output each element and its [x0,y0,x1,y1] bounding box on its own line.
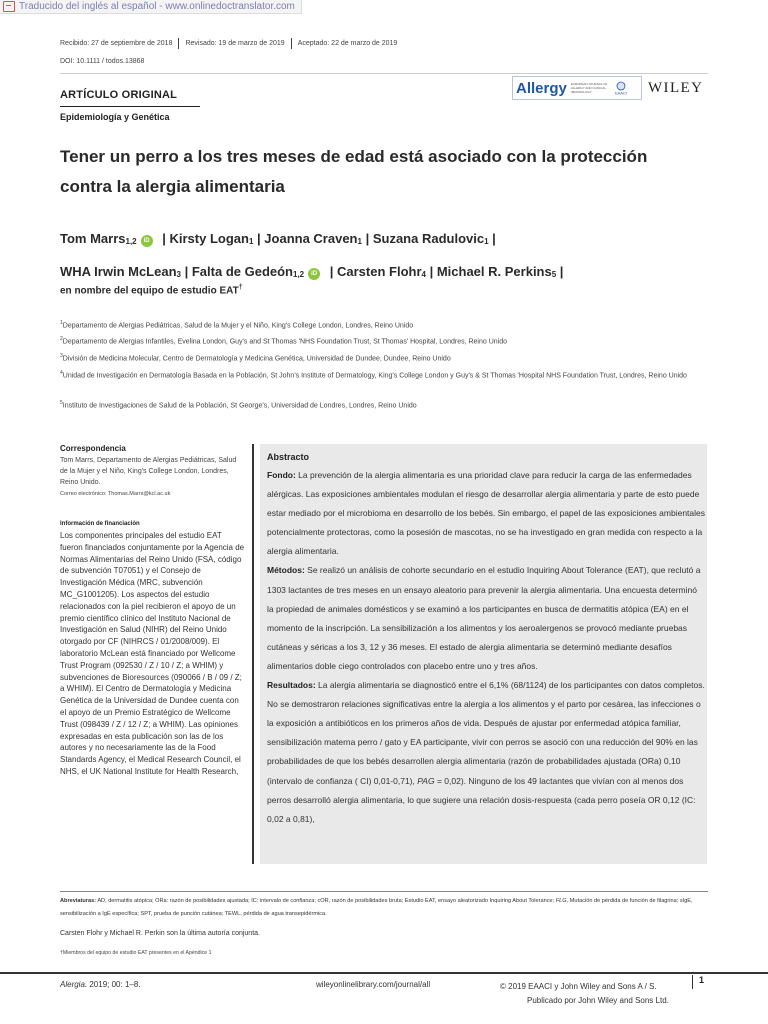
affiliation-text: Instituto de Investigaciones de Salud de la Población, St George's, Universidad de Londres, Londres, Reino Unido [62,402,417,410]
on-behalf-text: en nombre del equipo de estudio EAT [60,285,239,297]
background-label: Fondo: [267,470,296,480]
affiliation-number: 3 [60,353,63,359]
author-affiliation-number: 1 [357,237,362,246]
doi[interactable]: DOI: 10.1111 / todos.13868 [60,58,145,65]
author-affiliation-number: 5 [551,270,557,279]
revised-date: Revisado: 19 de marzo de 2019 [185,40,285,47]
divider [60,106,200,107]
copyright [500,980,669,1008]
results-text-continued: = 0,02). Ninguno de los 49 lactantes que vivían con al menos dos perros desarrolló alergia alimentaria, lo que sugiere una relación dosis-respuesta (cada perro poseía OR 0,12 (IC: 0,02 a 0,81), [267,775,696,824]
author-affiliation-number: 3 [176,270,181,279]
pag-label: PAG [417,775,435,786]
divider [60,73,708,74]
orcid-icon[interactable]: iD [308,268,320,280]
sidebar-column [60,444,245,778]
author-name: Tom Marrs [60,231,126,246]
copyright-text: © 2019 EAACI y John Wiley and Sons A / S. [500,982,657,991]
journal-issue: 2019; 00: 1–8. [89,980,141,989]
affiliation-number: 2 [60,336,63,342]
page-number: 1 [692,975,704,989]
author-affiliation-number: 1,2 [125,237,137,246]
affiliation [60,318,710,331]
on-behalf-of [60,284,243,296]
eaaci-logo-icon [613,81,629,95]
article-title: Tener un perro a los tres meses de edad está asociado con la protección contra la alergia alimentaria [60,147,648,196]
accepted-date: Aceptado: 22 de marzo de 2019 [297,40,398,47]
author-name: Joanna Craven [264,231,358,246]
author-name: Carsten Flohr [337,264,422,279]
affiliation-number: 5 [60,400,63,406]
abstract-heading: Abstracto [267,452,310,462]
column-divider [252,444,254,864]
background-text: La prevención de la alergia alimentaria es una prioridad clave para reducir la carga de las enfermedades alérgicas. Las exposiciones ambientales modulan el riesgo de desarrollar alergia alimentaria y parte de esto puede estar mediado por el microbioma en desarrollo de los bebés. Sin embargo, el papel de las exposiciones ambientales potencialmente protectoras, como la posesión de mascotas, no se ha investigado en gran medida con respecto a la alergia alimentaria. [267,470,705,557]
affiliation-text: Unidad de Investigación en Dermatología Basada en la Población, St John's Institute of Dermatology, King's College London y Guy's & St Thomas 'Hospital NHS Foundation Trust, Londres, Reino Unido [62,372,687,380]
correspondence-email[interactable]: Correo electrónico: Thomas.Marrs@kcl.ac.uk [60,491,171,497]
author-list: Tom Marrs$_{1,2}$ iD | Kirsty Logan$_1$ | Joanna Craven$_1$ | Suzana Radulovic$_1$ | WHA Irwin McLean$_3$ | Falta de Gedeón$_{1,2}$ iD | Carsten Flohr$_4$ | Michael R. Perkins$_5$ | [60,231,564,279]
orcid-icon[interactable]: iD [141,235,153,247]
eaaci-logo-text: EAACI [614,90,627,95]
author-affiliation-number: 4 [421,270,426,279]
author-affiliation-number: 1 [248,237,254,246]
divider [291,38,292,49]
abbreviation-flg: FLG, [555,898,569,904]
author-name: Michael R. Perkins [436,264,552,279]
affiliation [60,351,710,364]
abbreviations-text-continued: Mutación de pérdida de función de filagrina; sIgE, sensibilización a IgE específica; SPT, prueba de punción cutánea; TEWL, pérdida de agua transepidérmica. [60,898,693,917]
abbreviations-label: Abreviaturas: [60,898,97,904]
methods-label: Métodos: [267,565,305,576]
published-by: Publicado por John Wiley and Sons Ltd. [527,996,669,1005]
received-date: Recibido: 27 de septiembre de 2018 [60,40,173,47]
abbreviations [60,895,708,921]
abbreviations-text: AD, dermatitis atópica; ORa: razón de posibilidades ajustada; IC: intervalo de confianza; cOR, razón de posibilidades bruta; Estudio EAT, ensayo aleatorizado Inquiring About Tolerance; [97,898,555,904]
journal-logo[interactable] [512,76,642,100]
funding-heading: Información de financiación [60,521,140,527]
journal-logo-subtitle: EUROPEAN JOURNAL OF ALLERGY AND CLINICAL IMMUNOLOGY [570,82,608,94]
document-icon [3,1,15,12]
author-name: Kirsty Logan [169,231,249,246]
results-text: La alergia alimentaria se diagnosticó entre el 6,1% (68/1124) de los participantes con datos completos. No se demostraron relaciones significativas entre la alergia a los alimentos y el parto por cesárea, las infecciones o la exposición a antibióticos en los primeros años de vida. Después de ajustar por enfermedad atópica familiar, sensibilización materna perro / gato y EA participante, vivir con perros se asoció con una reducción del 90% en las probabilidades de que los bebés desarrollen alergia alimentaria (razón de probabilidades ajustada (ORa) 0,10 (intervalo de confianza ( CI) 0,01-0,71), [267,680,705,786]
funding-text: Los componentes principales del estudio EAT fueron financiados conjuntamente por la Agencia de Normas Alimentarias del Reino Unido (FSA, código de subvención T07051) y el Consejo de Investigación Médica (MRC, subvención MC_G1001205). Los aspectos del estudio relacionados con la piel recibieron el apoyo de un premio científico clínico del Instituto Nacional de Investigación en Salud (NIHR) del Reino Unido otorgado por CF (NIHRCS / 01/2008/009). El laboratorio McLean está financiado por Wellcome Trust Program (092530 / Z / 10 / Z; a WHIM) y subvenciones de Bioresources (090066 / B / 09 / Z; a WHIM). El Centro de Dermatología y Medicina Genética de la Universidad de Dundee cuenta con el apoyo de un Premio Estratégico de Wellcome Trust (098439 / Z / 12 / Z; a WHIM). Las opiniones expresadas en esta publicación son las de los autores y no necesariamente las de la Food Standards Agency, el Medical Research Council, el NHS, el UK National Institute for Health Research, [60,531,245,776]
author-name: Suzana Radulovic [372,231,485,246]
affiliation-number: 4 [60,370,63,376]
author-affiliation-number: 1,2 [293,270,305,279]
on-behalf-marker: † [238,284,243,291]
affiliation [60,334,710,347]
publisher-logo[interactable]: WILEY [648,80,704,96]
journal-logo-word: Allergy [516,79,567,97]
study-team-note: †Miembros del equipo de estudio EAT presentes en el Apéndice 1 [60,950,212,956]
journal-name: Alergia. [60,980,88,989]
correspondence-heading: Correspondencia [60,444,126,453]
divider [60,891,708,892]
translation-banner[interactable] [0,0,302,14]
correspondence-text: Tom Marrs, Departamento de Alergias Pediátricas, Salud de la Mujer y el Niño, King's College London, Londres, Reino Unido. [60,457,237,486]
divider [178,38,179,49]
methods-text: Se realizó un análisis de cohorte secundario en el estudio Inquiring About Tolerance (EAT), que reclutó a 1303 lactantes de tres meses en un ensayo aleatorio para prevenir la alergia alimentaria. Una encuesta determinó la propiedad de animales domésticos y se examinó a los participantes en busca de dermatitis atópica (EA) en el momento de la inscripción. La sensibilización a los alimentos y los aeroalergenos se provocó mediante pruebas cutáneas y séricas a los 3, 12 y 36 meses. El estado de alergia alimentaria se determinó mediante desafíos alimentarios doble ciego controlados con placebo entre uno y tres años. [267,565,701,671]
author-name: Falta de Gedeón [191,264,293,279]
article-subject: Epidemiología y Genética [60,112,170,122]
article-type: ARTÍCULO ORIGINAL [60,89,178,101]
results-label: Resultados: [267,680,316,691]
translation-banner-text: Traducido del inglés al español - www.onlinedoctranslator.com [19,1,295,12]
dates-row [60,38,397,49]
journal-url[interactable]: wileyonlinelibrary.com/journal/all [316,980,431,989]
author-name: WHA Irwin McLean [60,264,177,279]
footer-journal [60,980,141,989]
affiliation [60,398,710,411]
affiliation-number: 1 [60,320,63,326]
affiliation-text: Departamento de Alergias Infantiles, Evelina London, Guy's and St Thomas 'NHS Foundation Trust, St Thomas' Hospital, Londres, Reino Unido [62,338,507,346]
abstract-box [260,444,707,864]
abstract-text [267,466,705,829]
affiliation-text: División de Medicina Molecular, Centro de Dermatología y Medicina Genética, Universidad de Dundee, Dundee, Reino Unido [62,355,451,363]
author-affiliation-number: 1 [484,237,489,246]
affiliation-text: Departamento de Alergias Pediátricas, Salud de la Mujer y el Niño, King's College London, Londres, Reino Unido [62,322,414,330]
affiliation [60,368,710,381]
footer-divider [0,972,768,974]
joint-authorship-note: Carsten Flohr y Michael R. Perkin son la última autoría conjunta. [60,930,260,937]
